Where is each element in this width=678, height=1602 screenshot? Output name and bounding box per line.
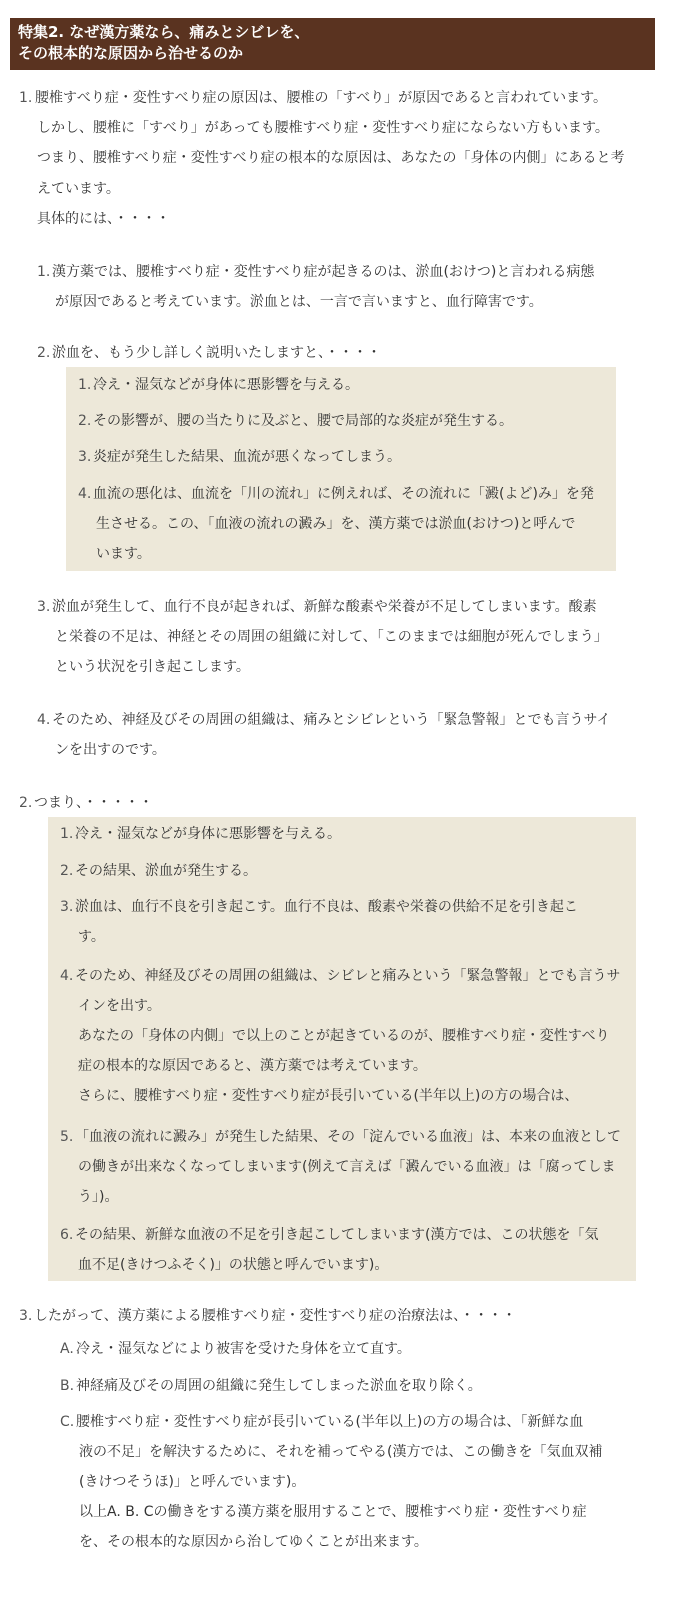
text-line: 淤血を、もう少し詳しく説明いたしますと、・・・・ <box>52 345 381 361</box>
text-line: 腰椎すべり症・変性すべり症が長引いている(半年以上)の方の場合は、「新鮮な血 <box>76 1414 584 1430</box>
text-line: つまり、腰椎すべり症・変性すべり症の根本的な原因は、あなたの「身体の内側」にあると考 <box>37 150 625 166</box>
text-line: 腰椎すべり症・変性すべり症の原因は、腰椎の「すべり」が原因であると言われています。 <box>35 90 608 106</box>
text-line: 液の不足」を解決するために、それを補ってやる(漢方では、この働きを「気血双補 <box>79 1444 603 1460</box>
text-line: を、その根本的な原因から治してゆくことが出来ます。 <box>79 1534 428 1550</box>
text-line: 症の根本的な原因であると、漢方薬では考えています。 <box>78 1058 427 1074</box>
highlight-box-1 <box>66 367 616 571</box>
text-line: の働きが出来なくなってしまいます(例えて言えば「澱んでいる血液」は「腐ってしま <box>78 1159 616 1175</box>
text-line: す。 <box>78 929 105 945</box>
list-number: 2. <box>60 863 74 879</box>
text-line: 生させる。この、「血液の流れの澱み」を、漢方薬では淤血(おけつ)と呼んで <box>96 516 576 532</box>
text-line: (きけつそうほ)」と呼んでいます)。 <box>79 1474 306 1490</box>
list-number: 5. <box>60 1129 74 1145</box>
section-intro: したがって、漢方薬による腰椎すべり症・変性すべり症の治療法は、・・・・ <box>34 1308 517 1324</box>
text-line: えています。 <box>37 181 120 197</box>
list-number: 3. <box>60 899 74 915</box>
section-number: 1. <box>19 90 33 106</box>
list-number: 3. <box>78 449 92 465</box>
text-line: さらに、腰椎すべり症・変性すべり症が長引いている(半年以上)の方の場合は、 <box>78 1088 579 1104</box>
text-line: その結果、新鮮な血液の不足を引き起こしてしまいます(漢方では、この状態を「気 <box>75 1227 599 1243</box>
list-number: 4. <box>78 486 92 502</box>
text-line: インを出す。 <box>78 998 161 1014</box>
list-number: 1. <box>37 264 51 280</box>
text-line: 炎症が発生した結果、血流が悪くなってしまう。 <box>93 449 401 465</box>
heading-line-2: その根本的な原因から治せるのか <box>18 44 244 62</box>
text-line: そのため、神経及びその周囲の組織は、痛みとシビレという「緊急警報」とでも言うサイ <box>52 712 611 728</box>
list-number: 1. <box>60 826 74 842</box>
text-line: 具体的には、・・・・ <box>37 211 170 227</box>
text-line: しかし、腰椎に「すべり」があっても腰椎すべり症・変性すべり症にならない方もいます。 <box>37 120 609 136</box>
text-line: 冷え・湿気などが身体に悪影響を与える。 <box>75 826 341 842</box>
text-line: 「血液の流れに澱み」が発生した結果、その「淀んでいる血液」は、本来の血液として <box>75 1129 621 1145</box>
section-number: 3. <box>19 1308 33 1324</box>
text-line: 淤血は、血行不良を引き起こす。血行不良は、酸素や栄養の供給不足を引き起こ <box>75 899 578 915</box>
text-line: そのため、神経及びその周囲の組織は、シビレと痛みという「緊急警報」とでも言うサ <box>75 968 621 984</box>
list-number: 2. <box>37 345 51 361</box>
text-line: その影響が、腰の当たりに及ぶと、腰で局部的な炎症が発生する。 <box>93 413 513 429</box>
text-line: あなたの「身体の内側」で以上のことが起きているのが、腰椎すべり症・変性すべり <box>78 1028 610 1044</box>
list-number: 6. <box>60 1227 74 1243</box>
text-line: その結果、淤血が発生する。 <box>75 863 257 879</box>
text-line: という状況を引き起こします。 <box>55 659 250 675</box>
text-line: 以上A. B. Cの働きをする漢方薬を服用することで、腰椎すべり症・変性すべり症 <box>79 1504 587 1520</box>
list-number: 2. <box>78 413 92 429</box>
heading-line-1: 特集2. なぜ漢方薬なら、痛みとシビレを、 <box>18 23 310 41</box>
text-line: ンを出すのです。 <box>55 742 166 758</box>
section-number: 2. <box>19 795 33 811</box>
text-line: 血流の悪化は、血流を「川の流れ」に例えれば、その流れに「澱(よど)み」を発 <box>93 486 594 502</box>
text-line: う」)。 <box>78 1189 119 1205</box>
text-line: 漢方薬では、腰椎すべり症・変性すべり症が起きるのは、淤血(おけつ)と言われる病態 <box>52 264 595 280</box>
text-line: 冷え・湿気などにより被害を受けた身体を立て直す。 <box>76 1341 411 1357</box>
list-number: 4. <box>60 968 74 984</box>
text-line: 神経痛及びその周囲の組織に発生してしまった淤血を取り除く。 <box>76 1378 482 1394</box>
text-line: が原因であると考えています。淤血とは、一言で言いますと、血行障害です。 <box>55 294 543 310</box>
list-number: 4. <box>37 712 51 728</box>
text-line: います。 <box>96 546 151 562</box>
text-line: と栄養の不足は、神経とその周囲の組織に対して、「このままでは細胞が死んでしまう」 <box>55 629 608 645</box>
text-line: 淤血が発生して、血行不良が起きれば、新鮮な酸素や栄養が不足してしまいます。酸素 <box>52 599 597 615</box>
text-line: 血不足(きけつふそく)」の状態と呼んでいます)。 <box>78 1257 389 1273</box>
highlight-box-2 <box>48 817 636 1281</box>
list-letter: B. <box>60 1378 75 1394</box>
feature-heading <box>10 18 655 70</box>
text-line: 冷え・湿気などが身体に悪影響を与える。 <box>93 377 359 393</box>
list-letter: C. <box>60 1414 75 1430</box>
section-intro: つまり、・・・・・ <box>34 795 153 811</box>
list-letter: A. <box>60 1341 74 1357</box>
list-number: 1. <box>78 377 92 393</box>
list-number: 3. <box>37 599 51 615</box>
